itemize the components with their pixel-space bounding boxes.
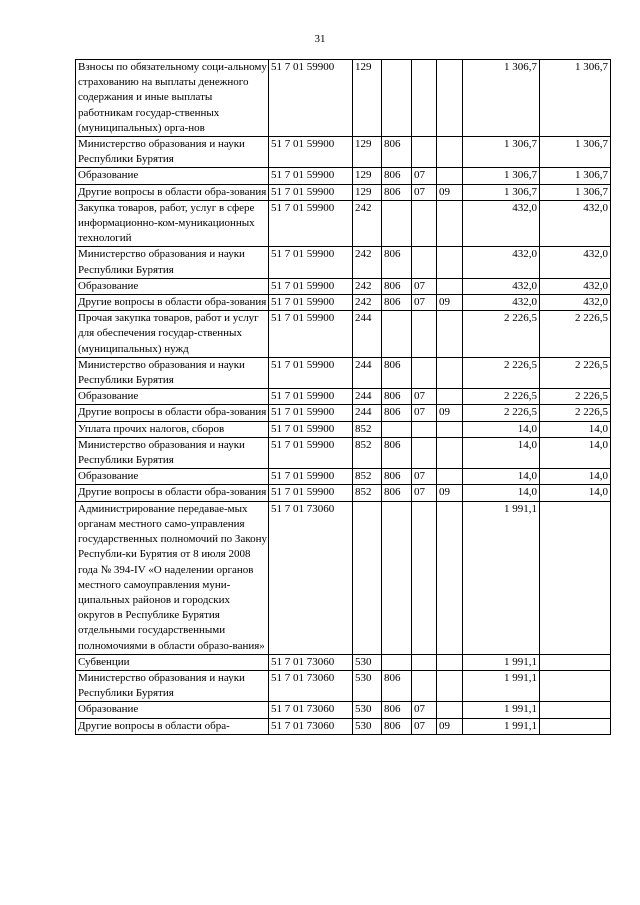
expense-type-cell: 852	[353, 421, 382, 437]
amount-alt-cell: 432,0	[540, 247, 611, 278]
row-name-cell: Министерство образования и науки Республики Бурятия	[76, 437, 269, 468]
row-name-cell: Другие вопросы в области обра-зования	[76, 405, 269, 421]
subsection-code-cell	[437, 702, 463, 718]
section-code-cell	[412, 437, 437, 468]
subsection-code-cell: 09	[437, 485, 463, 501]
amount-cell: 1 306,7	[463, 184, 540, 200]
subsection-code-cell: 09	[437, 295, 463, 311]
amount-cell: 432,0	[463, 247, 540, 278]
expense-type-cell: 242	[353, 278, 382, 294]
section-code-cell	[412, 670, 437, 701]
department-code-cell: 806	[382, 168, 412, 184]
target-article-cell: 51 7 01 59900	[269, 421, 353, 437]
amount-cell: 432,0	[463, 295, 540, 311]
table-row	[76, 485, 611, 501]
amount-alt-cell: 14,0	[540, 421, 611, 437]
target-article-cell: 51 7 01 59900	[269, 405, 353, 421]
expense-type-cell: 242	[353, 295, 382, 311]
expense-type-cell: 129	[353, 60, 382, 137]
expense-type-cell: 242	[353, 200, 382, 247]
target-article-cell: 51 7 01 59900	[269, 311, 353, 358]
row-name-cell: Образование	[76, 389, 269, 405]
section-code-cell	[412, 311, 437, 358]
amount-alt-cell: 2 226,5	[540, 389, 611, 405]
table-row	[76, 421, 611, 437]
amount-cell: 1 306,7	[463, 137, 540, 168]
expense-type-cell: 852	[353, 485, 382, 501]
subsection-code-cell	[437, 168, 463, 184]
subsection-code-cell	[437, 421, 463, 437]
department-code-cell: 806	[382, 485, 412, 501]
expense-type-cell: 244	[353, 357, 382, 388]
department-code-cell: 806	[382, 278, 412, 294]
table-row	[76, 184, 611, 200]
expense-type-cell: 129	[353, 184, 382, 200]
table-row	[76, 60, 611, 137]
row-name-cell: Взносы по обязательному соци-альному страхованию на выплаты денежного содержания и иные выплаты работникам государ-ственных (муниципальных) орга-нов	[76, 60, 269, 137]
table-row	[76, 670, 611, 701]
amount-cell: 2 226,5	[463, 357, 540, 388]
section-code-cell	[412, 501, 437, 654]
table-row	[76, 311, 611, 358]
row-name-cell: Министерство образования и науки Республики Бурятия	[76, 670, 269, 701]
expense-type-cell: 852	[353, 437, 382, 468]
amount-alt-cell: 14,0	[540, 437, 611, 468]
amount-alt-cell: 1 306,7	[540, 168, 611, 184]
subsection-code-cell	[437, 437, 463, 468]
target-article-cell: 51 7 01 59900	[269, 295, 353, 311]
section-code-cell: 07	[412, 485, 437, 501]
amount-cell: 432,0	[463, 200, 540, 247]
section-code-cell: 07	[412, 278, 437, 294]
expense-type-cell: 244	[353, 405, 382, 421]
department-code-cell: 806	[382, 357, 412, 388]
section-code-cell	[412, 421, 437, 437]
amount-alt-cell: 432,0	[540, 295, 611, 311]
amount-alt-cell: 432,0	[540, 200, 611, 247]
section-code-cell: 07	[412, 469, 437, 485]
table-body	[76, 60, 611, 735]
department-code-cell: 806	[382, 469, 412, 485]
section-code-cell: 07	[412, 295, 437, 311]
department-code-cell	[382, 60, 412, 137]
table-row	[76, 247, 611, 278]
amount-cell: 1 991,1	[463, 654, 540, 670]
section-code-cell	[412, 247, 437, 278]
target-article-cell: 51 7 01 59900	[269, 485, 353, 501]
amount-cell: 1 306,7	[463, 60, 540, 137]
amount-cell: 1 306,7	[463, 168, 540, 184]
row-name-cell: Министерство образования и науки Республики Бурятия	[76, 247, 269, 278]
row-name-cell: Министерство образования и науки Республики Бурятия	[76, 137, 269, 168]
expense-type-cell: 530	[353, 670, 382, 701]
section-code-cell: 07	[412, 718, 437, 734]
department-code-cell: 806	[382, 718, 412, 734]
amount-alt-cell: 14,0	[540, 469, 611, 485]
amount-cell: 14,0	[463, 421, 540, 437]
row-name-cell: Министерство образования и науки Республики Бурятия	[76, 357, 269, 388]
amount-alt-cell	[540, 702, 611, 718]
table-row	[76, 437, 611, 468]
amount-alt-cell: 1 306,7	[540, 60, 611, 137]
expense-type-cell: 244	[353, 389, 382, 405]
expense-type-cell: 530	[353, 718, 382, 734]
department-code-cell: 806	[382, 702, 412, 718]
table-row	[76, 295, 611, 311]
table-row	[76, 137, 611, 168]
budget-table	[75, 59, 611, 735]
table-row	[76, 469, 611, 485]
table-row	[76, 654, 611, 670]
amount-cell: 1 991,1	[463, 670, 540, 701]
subsection-code-cell	[437, 469, 463, 485]
department-code-cell	[382, 421, 412, 437]
amount-alt-cell	[540, 670, 611, 701]
amount-cell: 2 226,5	[463, 389, 540, 405]
expense-type-cell: 530	[353, 702, 382, 718]
amount-alt-cell	[540, 718, 611, 734]
page-number: 31	[314, 33, 326, 45]
subsection-code-cell	[437, 311, 463, 358]
amount-alt-cell: 14,0	[540, 485, 611, 501]
amount-cell: 1 991,1	[463, 702, 540, 718]
amount-cell: 2 226,5	[463, 405, 540, 421]
table-row	[76, 357, 611, 388]
section-code-cell: 07	[412, 702, 437, 718]
department-code-cell: 806	[382, 137, 412, 168]
target-article-cell: 51 7 01 59900	[269, 389, 353, 405]
target-article-cell: 51 7 01 73060	[269, 501, 353, 654]
section-code-cell	[412, 60, 437, 137]
target-article-cell: 51 7 01 59900	[269, 137, 353, 168]
table-row	[76, 718, 611, 734]
row-name-cell: Прочая закупка товаров, работ и услуг для обеспечения государ-ственных (муниципальных) нужд	[76, 311, 269, 358]
expense-type-cell: 852	[353, 469, 382, 485]
target-article-cell: 51 7 01 73060	[269, 654, 353, 670]
department-code-cell	[382, 311, 412, 358]
subsection-code-cell	[437, 200, 463, 247]
subsection-code-cell	[437, 278, 463, 294]
section-code-cell: 07	[412, 405, 437, 421]
table-row	[76, 405, 611, 421]
amount-alt-cell	[540, 654, 611, 670]
target-article-cell: 51 7 01 59900	[269, 247, 353, 278]
department-code-cell: 806	[382, 184, 412, 200]
department-code-cell	[382, 200, 412, 247]
subsection-code-cell	[437, 60, 463, 137]
target-article-cell: 51 7 01 59900	[269, 437, 353, 468]
subsection-code-cell	[437, 247, 463, 278]
row-name-cell: Администрирование передавае-мых органам местного само-управления государственных полномочий по Закону Республи-ки Бурятия от 8 июля 2008 года № 394-IV «О наделении органов местного самоуправления муни-ципальных районов и городских округов в Республике Бурятия отдельными государственными полномочиями в области образо-вания»	[76, 501, 269, 654]
row-name-cell: Образование	[76, 278, 269, 294]
subsection-code-cell	[437, 389, 463, 405]
department-code-cell	[382, 654, 412, 670]
subsection-code-cell	[437, 137, 463, 168]
amount-alt-cell: 432,0	[540, 278, 611, 294]
section-code-cell	[412, 200, 437, 247]
department-code-cell	[382, 501, 412, 654]
amount-cell: 1 991,1	[463, 501, 540, 654]
expense-type-cell: 242	[353, 247, 382, 278]
table-row	[76, 200, 611, 247]
amount-alt-cell: 1 306,7	[540, 137, 611, 168]
row-name-cell: Образование	[76, 469, 269, 485]
amount-cell: 432,0	[463, 278, 540, 294]
row-name-cell: Уплата прочих налогов, сборов	[76, 421, 269, 437]
target-article-cell: 51 7 01 59900	[269, 469, 353, 485]
row-name-cell: Другие вопросы в области обра-	[76, 718, 269, 734]
department-code-cell: 806	[382, 389, 412, 405]
amount-cell: 14,0	[463, 437, 540, 468]
amount-cell: 14,0	[463, 485, 540, 501]
expense-type-cell: 129	[353, 168, 382, 184]
table-row	[76, 278, 611, 294]
section-code-cell: 07	[412, 389, 437, 405]
department-code-cell: 806	[382, 670, 412, 701]
amount-cell: 1 991,1	[463, 718, 540, 734]
amount-alt-cell: 2 226,5	[540, 311, 611, 358]
target-article-cell: 51 7 01 73060	[269, 718, 353, 734]
row-name-cell: Образование	[76, 702, 269, 718]
expense-type-cell: 530	[353, 654, 382, 670]
section-code-cell	[412, 357, 437, 388]
row-name-cell: Другие вопросы в области обра-зования	[76, 184, 269, 200]
subsection-code-cell	[437, 357, 463, 388]
target-article-cell: 51 7 01 73060	[269, 702, 353, 718]
expense-type-cell: 244	[353, 311, 382, 358]
table-row	[76, 389, 611, 405]
row-name-cell: Другие вопросы в области обра-зования	[76, 295, 269, 311]
target-article-cell: 51 7 01 59900	[269, 184, 353, 200]
expense-type-cell: 129	[353, 137, 382, 168]
table-row	[76, 168, 611, 184]
target-article-cell: 51 7 01 73060	[269, 670, 353, 701]
subsection-code-cell	[437, 654, 463, 670]
amount-alt-cell	[540, 501, 611, 654]
subsection-code-cell: 09	[437, 718, 463, 734]
subsection-code-cell	[437, 670, 463, 701]
section-code-cell: 07	[412, 168, 437, 184]
amount-alt-cell: 2 226,5	[540, 405, 611, 421]
target-article-cell: 51 7 01 59900	[269, 200, 353, 247]
row-name-cell: Субвенции	[76, 654, 269, 670]
subsection-code-cell: 09	[437, 405, 463, 421]
amount-cell: 2 226,5	[463, 311, 540, 358]
section-code-cell	[412, 137, 437, 168]
expense-type-cell	[353, 501, 382, 654]
row-name-cell: Образование	[76, 168, 269, 184]
subsection-code-cell: 09	[437, 184, 463, 200]
table-row	[76, 501, 611, 654]
section-code-cell	[412, 654, 437, 670]
department-code-cell: 806	[382, 247, 412, 278]
table-row	[76, 702, 611, 718]
target-article-cell: 51 7 01 59900	[269, 357, 353, 388]
department-code-cell: 806	[382, 405, 412, 421]
amount-alt-cell: 2 226,5	[540, 357, 611, 388]
amount-cell: 14,0	[463, 469, 540, 485]
department-code-cell: 806	[382, 295, 412, 311]
section-code-cell: 07	[412, 184, 437, 200]
row-name-cell: Другие вопросы в области обра-зования	[76, 485, 269, 501]
amount-alt-cell: 1 306,7	[540, 184, 611, 200]
subsection-code-cell	[437, 501, 463, 654]
row-name-cell: Закупка товаров, работ, услуг в сфере информационно-ком-муникационных технологий	[76, 200, 269, 247]
target-article-cell: 51 7 01 59900	[269, 60, 353, 137]
target-article-cell: 51 7 01 59900	[269, 278, 353, 294]
department-code-cell: 806	[382, 437, 412, 468]
target-article-cell: 51 7 01 59900	[269, 168, 353, 184]
